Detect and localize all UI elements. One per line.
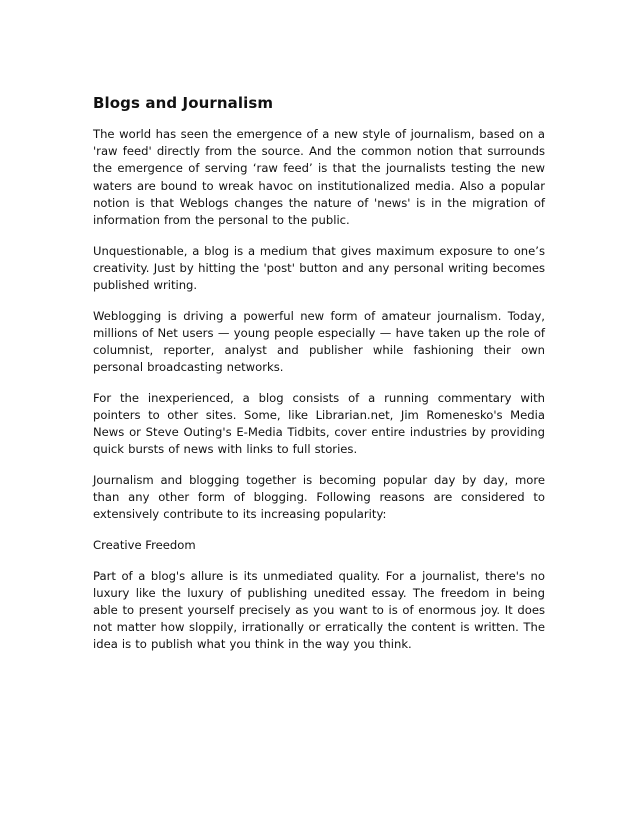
paragraph-raw-feed: The world has seen the emergence of a new style of journalism, based on a 'raw feed' directly from the source. And the common notion that surrounds the emergence of serving ‘raw feed’ is that the journalists testing the new waters are bound to wreak havoc on institutionalized media. Also a popular notion is that Weblogs changes the nature of 'news' is in the migration of information from the personal to the public.	[93, 127, 545, 228]
section-heading-creative-freedom: Creative Freedom	[93, 538, 196, 553]
document-page	[93, 94, 545, 667]
paragraph-unmediated-quality: Part of a blog's allure is its unmediated quality. For a journalist, there's no luxury like the luxury of publishing unedited essay. The freedom in being able to present yourself precisely as you want to is of enormous joy. It does not matter how sloppily, irrationally or erratically the content is written. The idea is to publish what you think in the way you think.	[93, 568, 545, 652]
paragraph-amateur-journalism: Weblogging is driving a powerful new form of amateur journalism. Today, millions of Net users — young people especially — have taken up the role of columnist, reporter, analyst and publisher while fashioning their own personal broadcasting networks.	[93, 308, 545, 375]
paragraph-running-commentary: For the inexperienced, a blog consists of a running commentary with pointers to other sites. Some, like Librarian.net, Jim Romenesko's Media News or Steve Outing's E-Media Tidbits, cover entire industries by providing quick bursts of news with links to full stories.	[93, 390, 545, 457]
document-title: Blogs and Journalism	[93, 94, 274, 112]
paragraph-popularity: Journalism and blogging together is becoming popular day by day, more than any other form of blogging. Following reasons are considered to extensively contribute to its increasing popularity:	[93, 473, 545, 522]
paragraph-creativity: Unquestionable, a blog is a medium that gives maximum exposure to one’s creativity. Just by hitting the 'post' button and any personal writing becomes published writing.	[93, 243, 545, 293]
